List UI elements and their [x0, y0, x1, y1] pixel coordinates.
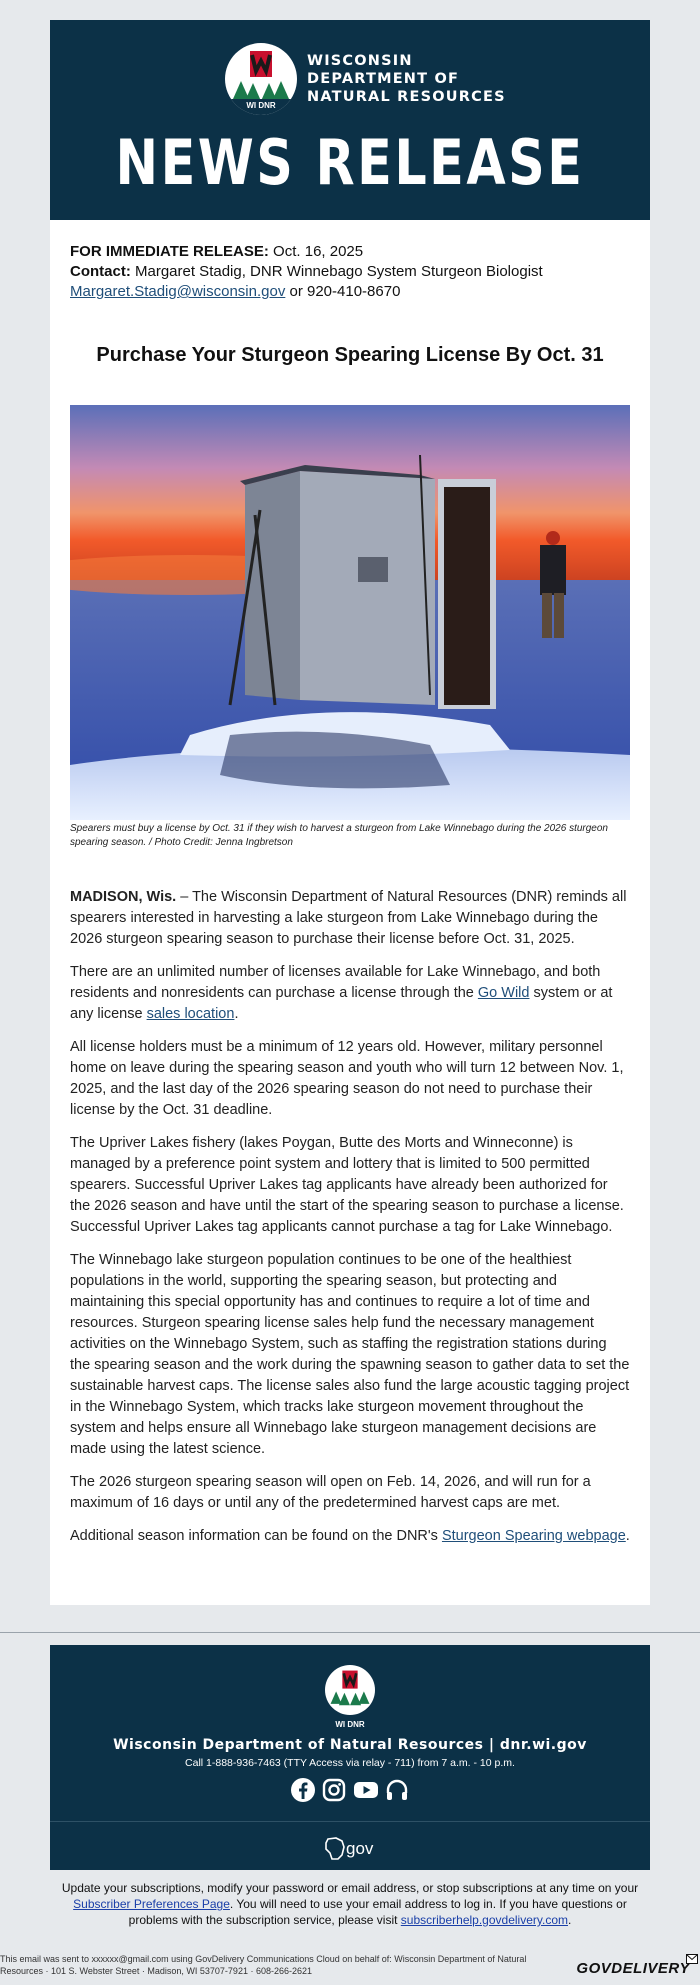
footer-org-name[interactable]: Wisconsin Department of Natural Resources | dnr.wi.gov — [113, 1737, 587, 1753]
paragraph-text: . — [234, 1006, 239, 1022]
body-paragraph-4: The Upriver Lakes fishery (lakes Poygan, Butte des Morts and Winneconne) is managed by a preference point system and lottery that is limited to 500 permitted spearers. Successful Upriver Lakes tag applicants have already been authorized for the 2026 season and have until the start of the spearing season to purchase a license. Successful Upriver Lakes tag applicants cannot purchase a tag for Lake Winnebago. — [70, 1135, 624, 1235]
headline: Purchase Your Sturgeon Spearing License By Oct. 31 — [96, 344, 604, 366]
contact-email-link[interactable]: Margaret.Stadig@wisconsin.gov — [70, 283, 286, 300]
body-paragraph-6: The 2026 sturgeon spearing season will open on Feb. 14, 2026, and will run for a maximum of 16 days or until any of the predetermined harvest caps are met. — [70, 1474, 591, 1511]
youtube-icon[interactable] — [353, 1777, 379, 1803]
subscription-text: . You will need to use your email address to log in. If you have questions or problems with the subscription service, please visit — [128, 1897, 627, 1927]
contact-label: Contact: — [70, 263, 131, 280]
release-content — [50, 220, 650, 1605]
contact-value: Margaret Stadig, DNR Winnebago System Sturgeon Biologist — [130, 263, 543, 280]
footer-dnr-logo[interactable] — [325, 1665, 375, 1715]
org-line-3: NATURAL RESOURCES — [307, 89, 506, 105]
ice-shanty-photo — [70, 405, 630, 820]
subscription-note — [60, 1880, 640, 1928]
paragraph-text: There are an unlimited number of licenses available for Lake Winnebago, and both residents and nonresidents can purchase a license through the — [70, 964, 601, 1001]
release-date: Oct. 16, 2025 — [268, 243, 364, 260]
podcast-icon[interactable] — [384, 1777, 410, 1803]
section-divider — [0, 1632, 700, 1633]
contact-line — [70, 262, 543, 282]
instagram-icon[interactable] — [321, 1777, 347, 1803]
sales-location-link[interactable]: sales location — [146, 1006, 235, 1022]
social-links — [290, 1777, 410, 1803]
gov-label: gov — [346, 1839, 374, 1858]
paragraph-text: system or at any license — [70, 985, 613, 1022]
body-paragraph-1 — [70, 887, 630, 950]
body-paragraph-7 — [70, 1526, 630, 1547]
sturgeon-spearing-link[interactable]: Sturgeon Spearing webpage — [441, 1528, 626, 1544]
body-paragraph-2 — [70, 962, 630, 1025]
dnr-logo — [225, 43, 506, 115]
govdelivery-logo[interactable]: GOVDELIVERY — [576, 1960, 690, 1977]
news-release-header — [50, 20, 650, 220]
page-title: NEWS RELEASE — [115, 126, 585, 199]
paragraph-text: – The Wisconsin Department of Natural Resources (DNR) reminds all spearers interested in harvesting a lake sturgeon from Lake Winnebago during the 2026 sturgeon spearing season to purchase their license before Oct. 31, 2025. — [70, 889, 627, 947]
paragraph-text: . — [625, 1528, 630, 1544]
logo-badge-text: WI DNR — [246, 101, 276, 110]
footer-logo-badge: WI DNR — [335, 1720, 365, 1729]
body-paragraph-5: The Winnebago lake sturgeon population continues to be one of the healthiest populations in the world, supporting the spearing season, but protecting and maintaining this special opportunity has and continues to require a lot of time and resources. Sturgeon spearing license sales help fund the necessary management activities on the Winnebago System, such as staffing the registration stations during the spearing season and the work during the spawning season to gather data to set the sustainable harvest caps. The license sales also fund the large acoustic tagging project in the Winnebago System, which tracks lake sturgeon movement throughout the system and helps ensure all Winnebago lake sturgeon management decisions are made using the latest science. — [70, 1252, 630, 1457]
subscriber-help-link[interactable]: subscriberhelp.govdelivery.com — [400, 1913, 568, 1927]
subscriber-preferences-link[interactable]: Subscriber Preferences Page — [73, 1897, 230, 1911]
go-wild-link[interactable]: Go Wild — [477, 985, 530, 1001]
photo-caption: Spearers must buy a license by Oct. 31 if they wish to harvest a sturgeon from Lake Winnebago during the 2026 sturgeon spearing season. / Photo Credit: Jenna Ingbretson — [70, 823, 608, 848]
org-line-1: WISCONSIN — [307, 53, 413, 69]
footer-phone: Call 1-888-936-7463 (TTY Access via relay - 711) from 7 a.m. - 10 p.m. — [185, 1757, 515, 1769]
release-line — [70, 242, 543, 262]
contact-email-line — [70, 282, 543, 302]
org-name — [307, 52, 506, 106]
email-sender-info: This email was sent to xxxxxx@gmail.com using GovDelivery Communications Cloud on behalf of: Wisconsin Department of Natural Resources · 101 S. Webster Street · Madison, WI 53707-7921 · 608-266-2621 — [0, 1954, 527, 1976]
dnr-logo-emblem — [225, 43, 297, 115]
footer-divider — [50, 1821, 650, 1822]
wi-gov-logo[interactable] — [322, 1835, 378, 1863]
dateline: MADISON, Wis. — [70, 889, 177, 905]
subscription-text: Update your subscriptions, modify your password or email address, or stop subscriptions at any time on your — [61, 1881, 639, 1895]
release-meta — [70, 242, 543, 302]
paragraph-text: Additional season information can be found on the DNR's — [70, 1528, 442, 1544]
release-label: FOR IMMEDIATE RELEASE: — [70, 243, 269, 260]
contact-phone: or 920-410-8670 — [285, 283, 401, 300]
dnr-footer — [50, 1645, 650, 1870]
subscription-text: . — [567, 1913, 572, 1927]
org-line-2: DEPARTMENT OF — [307, 71, 460, 87]
release-body — [70, 887, 630, 1559]
body-paragraph-3: All license holders must be a minimum of 12 years old. However, military personnel home on leave during the spearing season and youth who will turn 12 between Nov. 1, 2025, and the last day of the 2026 spearing season do not need to purchase their license by the Oct. 31 deadline. — [70, 1039, 624, 1118]
facebook-icon[interactable] — [290, 1777, 316, 1803]
